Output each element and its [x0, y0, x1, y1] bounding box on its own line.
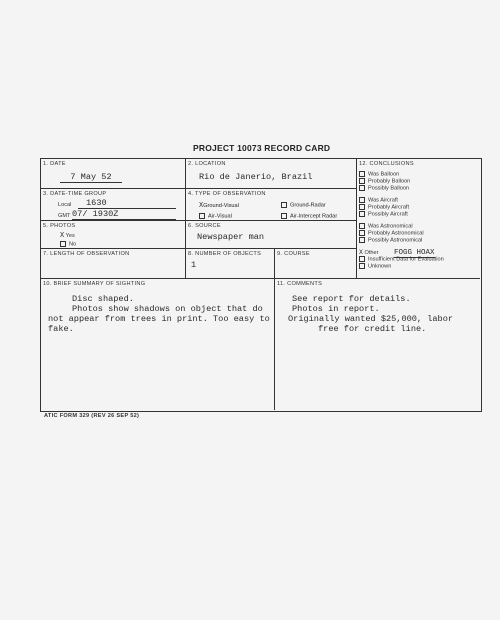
divider-v1 [185, 158, 186, 278]
checkbox [281, 213, 287, 219]
gmt-label: GMT [58, 213, 71, 219]
obs-air-visual: Air-Visual [199, 213, 232, 219]
conclusion-item-other: X Other FOGG HOAX [359, 249, 435, 257]
other-value: FOGG HOAX [394, 249, 435, 257]
checkbox [60, 241, 66, 247]
obs-ground-radar: Ground-Radar [281, 202, 326, 208]
comments-line-2: Photos in report. [292, 304, 380, 314]
conclusion-item: Possibly Aircraft [359, 211, 444, 218]
divider-h1 [40, 188, 356, 189]
divider-h4 [40, 278, 480, 279]
photos-label: 5. PHOTOS [43, 223, 76, 229]
divider-v2 [356, 158, 357, 278]
conclusion-item: Probably Balloon [359, 178, 444, 185]
comments-label: 11. COMMENTS [277, 281, 323, 287]
date-label: 1. DATE [43, 161, 66, 167]
photos-no: No [60, 241, 76, 247]
conclusions-label: 12. CONCLUSIONS [359, 161, 414, 167]
obs-air-intercept-radar: Air-Intercept Radar [281, 213, 337, 219]
form-title: PROJECT 10073 RECORD CARD [193, 143, 331, 153]
conclusion-item: Probably Aircraft [359, 204, 444, 211]
summary-line-4: fake. [48, 324, 74, 334]
source-label: 6. SOURCE [188, 223, 221, 229]
obs-ground-visual: XGround-Visual [199, 202, 239, 210]
form-footer: ATIC FORM 329 (REV 26 SEP 52) [44, 413, 140, 419]
divider-h3 [40, 248, 356, 249]
location-label: 2. LOCATION [188, 161, 226, 167]
other-mark: X [359, 249, 363, 256]
comments-line-4: free for credit line. [318, 324, 427, 334]
local-time-value: 1630 [78, 198, 176, 209]
length-label: 7. LENGTH OF OBSERVATION [43, 251, 130, 257]
conclusion-item: Possibly Balloon [359, 185, 444, 192]
summary-label: 10. BRIEF SUMMARY OF SIGHTING [43, 281, 146, 287]
course-label: 9. COURSE [277, 251, 310, 257]
conclusion-item: Insufficient Data for Evaluation [359, 256, 444, 263]
divider-h2 [40, 220, 356, 221]
type-obs-label: 4. TYPE OF OBSERVATION [188, 191, 266, 197]
num-objects-label: 8. NUMBER OF OBJECTS [188, 251, 262, 257]
conclusions-list [359, 171, 444, 270]
datetime-label: 3. DATE-TIME GROUP [43, 191, 107, 197]
summary-line-3: not appear from trees in print. Too easy to [48, 314, 270, 324]
conclusion-item: Unknown [359, 263, 444, 270]
conclusion-item: Was Aircraft [359, 197, 444, 204]
gmt-time-value: 07/ 1930Z [72, 209, 176, 220]
summary-line-2: Photos show shadows on object that do [72, 304, 263, 314]
date-value: 7 May 52 [60, 172, 122, 183]
divider-v4 [274, 248, 275, 278]
conclusion-item: Probably Astronomical [359, 230, 444, 237]
comments-line-1: See report for details. [292, 294, 411, 304]
ground-visual-mark: X [199, 202, 204, 210]
conclusion-item: Was Astronomical [359, 223, 444, 230]
photos-yes-mark: X [60, 232, 65, 240]
local-label: Local [58, 202, 72, 208]
num-objects-value: 1 [191, 260, 197, 270]
checkbox [281, 202, 287, 208]
comments-line-3: Originally wanted $25,000, labor [288, 314, 454, 324]
location-value: Rio de Janerio, Brazil [199, 172, 313, 182]
photos-yes: X Yes [60, 232, 75, 240]
conclusion-item: Possibly Astronomical [359, 237, 444, 244]
conclusion-item: Was Balloon [359, 171, 444, 178]
summary-line-1: Disc shaped. [72, 294, 134, 304]
checkbox [199, 213, 205, 219]
source-value: Newspaper man [197, 232, 265, 242]
